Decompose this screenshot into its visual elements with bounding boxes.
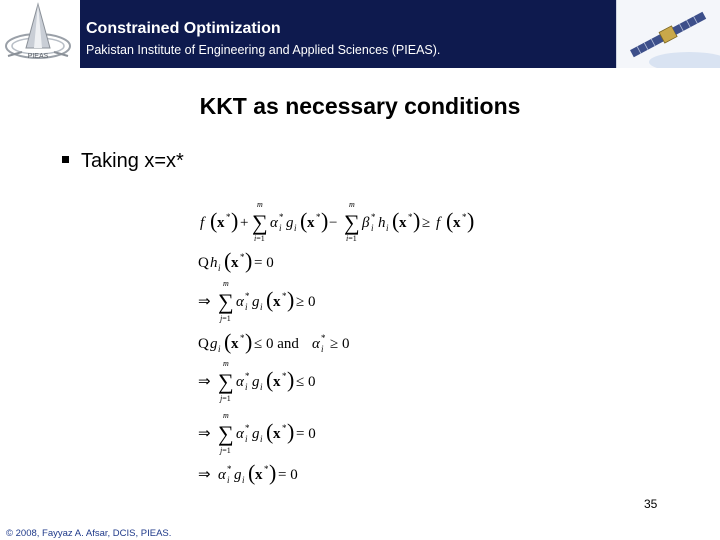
- svg-text:(: (: [224, 248, 232, 273]
- page-number: 35: [644, 497, 658, 511]
- svg-text:g: g: [210, 336, 218, 352]
- svg-text:g: g: [252, 426, 260, 442]
- svg-text:i: i: [260, 382, 263, 392]
- svg-text:x: x: [273, 426, 281, 442]
- svg-text:⇒: ⇒: [198, 374, 211, 390]
- svg-text:): ): [245, 329, 253, 354]
- svg-text:*: *: [462, 212, 467, 222]
- svg-text:α: α: [236, 294, 244, 310]
- svg-text:): ): [245, 248, 253, 273]
- course-title: Constrained Optimization: [86, 20, 281, 37]
- svg-text:m: m: [223, 359, 229, 368]
- svg-text:α: α: [236, 426, 244, 442]
- svg-text:= 0: = 0: [296, 426, 316, 442]
- svg-text:x: x: [453, 215, 461, 231]
- svg-text:x: x: [307, 215, 315, 231]
- svg-text:≥ 0: ≥ 0: [296, 294, 316, 310]
- svg-text:i: i: [294, 223, 297, 233]
- svg-text:i: i: [371, 223, 374, 233]
- svg-text:≥: ≥: [422, 215, 431, 231]
- svg-text:x: x: [255, 467, 263, 483]
- svg-text:*: *: [240, 252, 245, 262]
- svg-text:(: (: [300, 208, 308, 233]
- svg-text:≤ 0: ≤ 0: [296, 374, 316, 390]
- svg-text:i: i: [245, 434, 248, 444]
- svg-text:= 0: = 0: [254, 255, 274, 271]
- svg-text:α: α: [270, 215, 278, 231]
- svg-text:+: +: [240, 215, 249, 231]
- svg-text:i: i: [245, 382, 248, 392]
- svg-text:⇒: ⇒: [198, 294, 211, 310]
- bullet-text: Taking x=x*: [81, 150, 184, 172]
- svg-text:h: h: [210, 255, 218, 271]
- svg-text:m: m: [349, 200, 355, 209]
- svg-text:i: i: [245, 302, 248, 312]
- equation-7: [198, 460, 298, 485]
- svg-text:(: (: [266, 287, 274, 312]
- svg-text:*: *: [282, 291, 287, 301]
- title-banner: [80, 0, 616, 68]
- svg-text:): ): [231, 208, 239, 233]
- svg-text:i: i: [260, 434, 263, 444]
- pieas-logo: [0, 0, 80, 68]
- svg-text:(: (: [224, 329, 232, 354]
- svg-text:x: x: [273, 294, 281, 310]
- equation-5: [198, 359, 315, 403]
- svg-text:*: *: [279, 212, 284, 222]
- footer-copyright: © 2008, Fayyaz A. Afsar, DCIS, PIEAS.: [6, 528, 172, 539]
- svg-text:(: (: [210, 208, 218, 233]
- svg-text:*: *: [227, 464, 232, 474]
- svg-text:g: g: [286, 215, 294, 231]
- svg-text:(: (: [392, 208, 400, 233]
- bullet-square-icon: [62, 156, 69, 163]
- svg-text:Q: Q: [198, 255, 209, 271]
- svg-text:(: (: [446, 208, 454, 233]
- svg-text:): ): [321, 208, 329, 233]
- svg-text:x: x: [231, 255, 239, 271]
- svg-text:h: h: [378, 215, 386, 231]
- equation-block: [196, 190, 506, 490]
- svg-text:∑: ∑: [252, 210, 268, 235]
- svg-text:∑: ∑: [218, 289, 234, 314]
- svg-text:f: f: [436, 215, 441, 231]
- svg-text:*: *: [282, 423, 287, 433]
- svg-text:i=1: i=1: [254, 234, 265, 243]
- svg-text:m: m: [223, 279, 229, 288]
- equation-3: [198, 279, 315, 323]
- svg-text:): ): [287, 367, 295, 392]
- svg-text:i=1: i=1: [346, 234, 357, 243]
- svg-text:): ): [287, 419, 295, 444]
- svg-text:(: (: [248, 460, 256, 485]
- svg-text:f: f: [200, 215, 205, 231]
- svg-text:≤ 0 and: ≤ 0 and: [254, 336, 299, 352]
- bullet-item: [62, 150, 184, 173]
- svg-text:PIEAS: PIEAS: [27, 53, 49, 60]
- svg-text:= 0: = 0: [278, 467, 298, 483]
- svg-text:x: x: [273, 374, 281, 390]
- svg-text:≥ 0: ≥ 0: [330, 336, 350, 352]
- svg-text:Q: Q: [198, 336, 209, 352]
- equation-1: [200, 200, 474, 243]
- svg-text:∑: ∑: [218, 421, 234, 446]
- svg-text:(: (: [266, 367, 274, 392]
- svg-text:x: x: [231, 336, 239, 352]
- satellite-image: [616, 0, 720, 68]
- svg-text:α: α: [218, 467, 226, 483]
- svg-text:(: (: [266, 419, 274, 444]
- svg-text:*: *: [245, 423, 250, 433]
- svg-text:*: *: [408, 212, 413, 222]
- svg-text:*: *: [240, 333, 245, 343]
- svg-text:*: *: [226, 212, 231, 222]
- svg-text:i: i: [227, 475, 230, 485]
- svg-text:⇒: ⇒: [198, 426, 211, 442]
- svg-text:i: i: [242, 475, 245, 485]
- svg-text:*: *: [321, 333, 326, 343]
- svg-text:*: *: [282, 371, 287, 381]
- svg-text:i: i: [218, 344, 221, 354]
- institute-name: Pakistan Institute of Engineering and Applied Sciences (PIEAS).: [86, 43, 441, 57]
- svg-text:x: x: [399, 215, 407, 231]
- svg-text:α: α: [236, 374, 244, 390]
- svg-text:*: *: [371, 212, 376, 222]
- svg-text:*: *: [245, 291, 250, 301]
- svg-text:): ): [269, 460, 277, 485]
- svg-text:∑: ∑: [344, 210, 360, 235]
- svg-text:g: g: [234, 467, 242, 483]
- svg-text:∑: ∑: [218, 369, 234, 394]
- svg-text:⇒: ⇒: [198, 467, 211, 483]
- svg-text:g: g: [252, 374, 260, 390]
- svg-text:m: m: [257, 200, 263, 209]
- svg-text:j=1: j=1: [220, 394, 231, 403]
- equation-6: [198, 411, 316, 455]
- svg-text:): ): [413, 208, 421, 233]
- svg-text:x: x: [217, 215, 225, 231]
- svg-text:α: α: [312, 336, 320, 352]
- header-bar: [0, 0, 720, 68]
- svg-text:β: β: [362, 215, 370, 231]
- svg-text:*: *: [245, 371, 250, 381]
- svg-text:*: *: [264, 464, 269, 474]
- svg-text:j=1: j=1: [220, 446, 231, 455]
- svg-text:−: −: [329, 215, 338, 231]
- svg-text:m: m: [223, 411, 229, 420]
- svg-text:): ): [287, 287, 295, 312]
- svg-text:i: i: [218, 263, 221, 273]
- svg-text:i: i: [260, 302, 263, 312]
- equation-4: [198, 329, 349, 354]
- svg-text:*: *: [316, 212, 321, 222]
- svg-text:i: i: [386, 223, 389, 233]
- svg-text:i: i: [279, 223, 282, 233]
- svg-text:): ): [467, 208, 475, 233]
- svg-text:i: i: [321, 344, 324, 354]
- equation-2: [198, 248, 274, 273]
- svg-text:g: g: [252, 294, 260, 310]
- slide-title: KKT as necessary conditions: [199, 93, 521, 119]
- svg-text:j=1: j=1: [220, 314, 231, 323]
